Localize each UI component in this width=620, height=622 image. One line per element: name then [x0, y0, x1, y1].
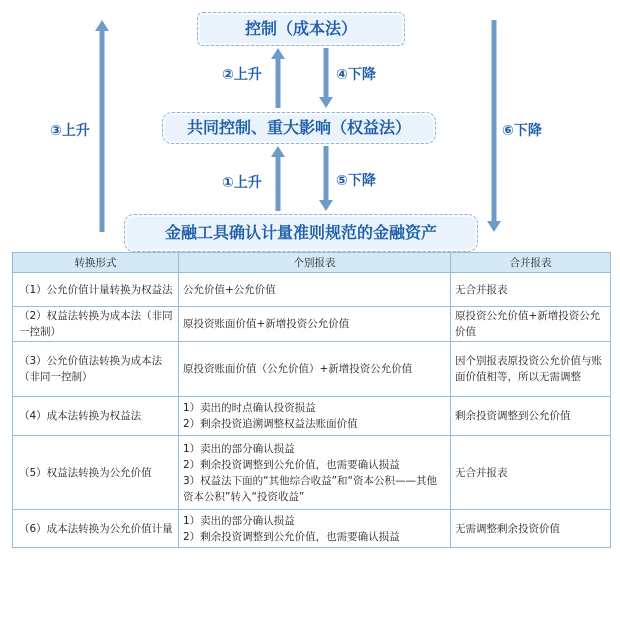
cell-individual-line: 1）卖出的部分确认损益	[183, 442, 295, 455]
arrow-rise-2	[271, 48, 285, 108]
cell-individual	[179, 342, 451, 397]
arrow-rise-1	[271, 146, 285, 211]
conversion-table	[12, 252, 611, 548]
table-header-row	[13, 253, 611, 273]
cell-individual-line: 3）权益法下面的“其他综合收益”和“资本公积——其他资本公积”转入“投资收益”	[183, 474, 437, 503]
cell-individual	[179, 436, 451, 510]
cell-form: （4）成本法转换为权益法	[13, 397, 179, 436]
cell-consolidated: 无合并报表	[451, 273, 611, 307]
table-row	[13, 510, 611, 548]
cell-individual-line: 2）剩余投资调整到公允价值，也需要确认损益	[183, 458, 400, 471]
table-row	[13, 436, 611, 510]
table-row	[13, 342, 611, 397]
cell-form: （1）公允价值计量转换为权益法	[13, 273, 179, 307]
cell-consolidated: 剩余投资调整到公允价值	[451, 397, 611, 436]
cell-individual-line: 公允价值+公允价值	[183, 283, 276, 296]
arrow-label-rise-2: ②上升	[222, 67, 262, 83]
table-row	[13, 307, 611, 342]
cell-individual-line: 1）卖出的时点确认投资损益	[183, 402, 316, 414]
cell-form: （3）公允价值法转换为成本法（非同一控制）	[13, 342, 179, 397]
cell-form: （2）权益法转换为成本法（非同一控制）	[13, 307, 179, 342]
financial-asset-box	[124, 214, 478, 252]
arrow-label-fall-4: ④下降	[336, 67, 376, 83]
cell-individual	[179, 307, 451, 342]
arrow-label-fall-6: ⑥下降	[502, 123, 542, 139]
cell-individual	[179, 397, 451, 436]
joint-control-equity-method-label: 共同控制、重大影响（权益法）	[186, 118, 411, 137]
cell-individual-line: 1）卖出的部分确认损益	[183, 514, 295, 527]
cell-individual-line: 2）剩余投资追溯调整权益法账面价值	[183, 418, 358, 430]
arrow-rise-3	[95, 20, 109, 232]
cell-form: （6）成本法转换为公允价值计量	[13, 510, 179, 548]
cell-consolidated: 无合并报表	[451, 436, 611, 510]
joint-control-equity-method-box	[162, 112, 436, 144]
cell-consolidated: 原投资公允价值+新增投资公允价值	[451, 307, 611, 342]
header-conversion-form: 转换形式	[13, 253, 179, 273]
cell-individual	[179, 510, 451, 548]
cell-form: （5）权益法转换为公允价值	[13, 436, 179, 510]
arrow-fall-4	[319, 48, 333, 108]
header-individual-statement: 个别报表	[179, 253, 451, 273]
financial-asset-label: 金融工具确认计量准则规范的金融资产	[164, 223, 437, 242]
cell-individual-line: 2）剩余投资调整到公允价值，也需要确认损益	[183, 530, 400, 543]
cell-individual-line: 原投资账面价值+新增投资公允价值	[183, 318, 350, 330]
table-row	[13, 273, 611, 307]
cell-consolidated: 无需调整剩余投资价值	[451, 510, 611, 548]
header-consolidated-statement: 合并报表	[451, 253, 611, 273]
arrow-label-fall-5: ⑤下降	[336, 173, 376, 189]
table-row	[13, 397, 611, 436]
arrow-fall-6	[487, 20, 501, 232]
control-cost-method-label: 控制（成本法）	[244, 19, 357, 38]
cell-individual	[179, 273, 451, 307]
control-cost-method-box	[197, 12, 405, 46]
arrow-label-rise-3: ③上升	[50, 123, 90, 139]
cell-individual-line: 原投资账面价值（公允价值）+新增投资公允价值	[183, 363, 413, 375]
cell-consolidated: 因个别报表原投资公允价值与账面价值相等，所以无需调整	[451, 342, 611, 397]
arrow-label-rise-1: ①上升	[222, 175, 262, 191]
arrow-fall-5	[319, 146, 333, 211]
